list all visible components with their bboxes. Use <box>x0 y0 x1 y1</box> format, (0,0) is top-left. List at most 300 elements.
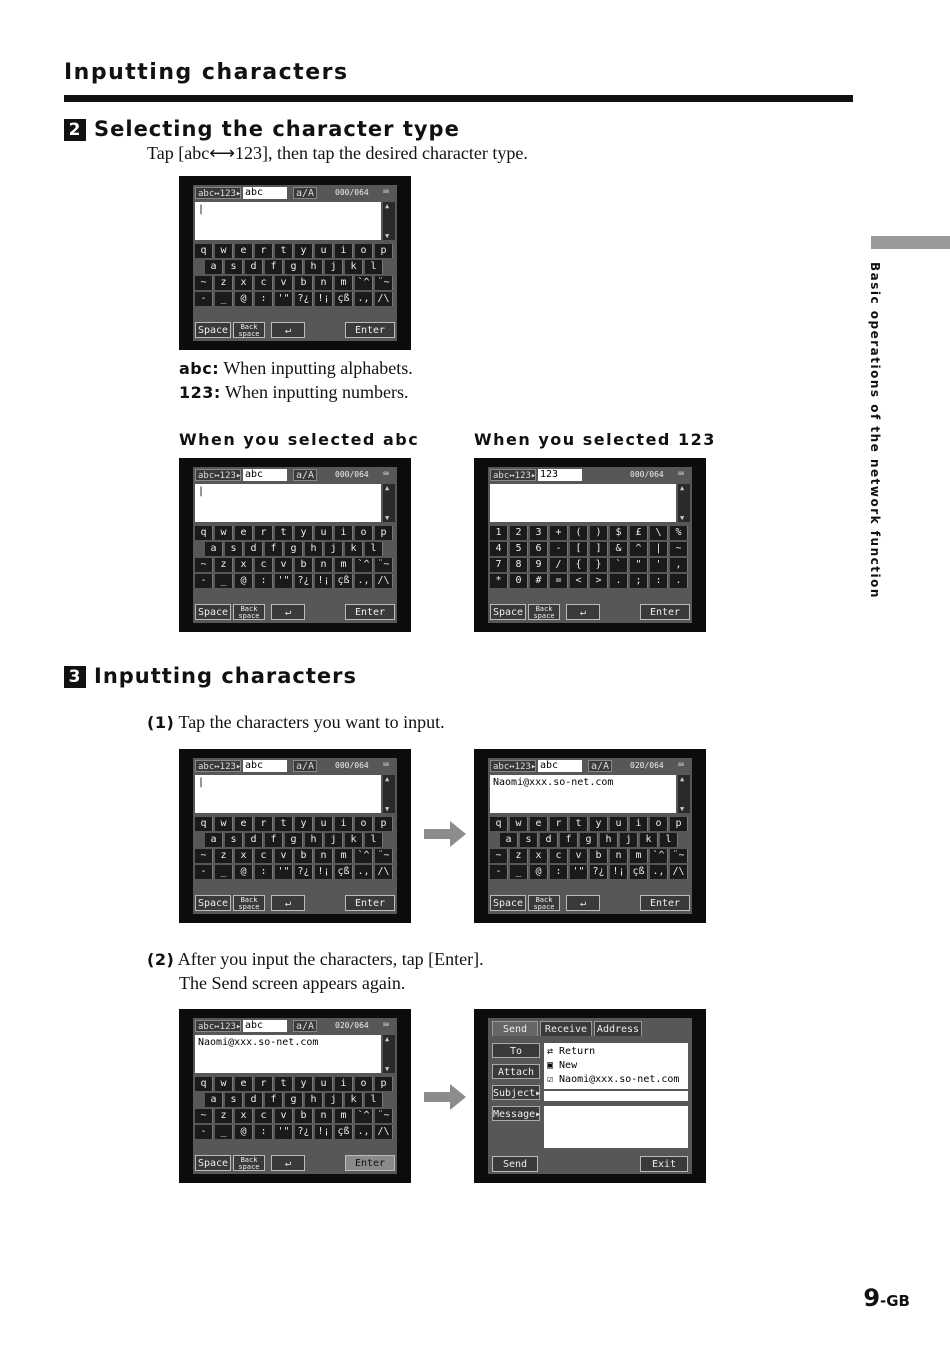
key[interactable]: w <box>215 244 233 258</box>
key[interactable]: p <box>375 817 393 831</box>
key[interactable]: q <box>195 1077 213 1091</box>
key[interactable]: m <box>335 276 353 290</box>
attach-button[interactable]: Attach <box>492 1064 540 1079</box>
return-button[interactable]: ↵ <box>271 604 305 620</box>
key[interactable]: !¡ <box>315 574 333 588</box>
subject-button[interactable]: Subject▸ <box>492 1085 540 1100</box>
key[interactable]: l <box>365 260 383 274</box>
key[interactable]: t <box>275 817 293 831</box>
key[interactable]: q <box>195 526 213 540</box>
key[interactable]: e <box>235 244 253 258</box>
text-input-area[interactable] <box>490 484 676 522</box>
key[interactable]: z <box>215 1109 233 1123</box>
subject-field[interactable] <box>544 1091 688 1101</box>
key[interactable]: , <box>670 558 688 572</box>
key[interactable]: p <box>670 817 688 831</box>
key[interactable]: o <box>355 526 373 540</box>
key[interactable]: f <box>560 833 578 847</box>
key[interactable]: u <box>315 1077 333 1091</box>
return-button[interactable]: ↵ <box>566 604 600 620</box>
character-type-switch-button[interactable]: abc↔123▸ <box>490 760 536 772</box>
key[interactable]: !¡ <box>315 292 333 306</box>
key[interactable]: d <box>245 260 263 274</box>
key[interactable]: 0 <box>510 574 528 588</box>
key[interactable]: p <box>375 526 393 540</box>
key[interactable]: ^ <box>630 542 648 556</box>
key[interactable]: < <box>570 574 588 588</box>
key[interactable]: " <box>630 558 648 572</box>
key[interactable]: £ <box>630 526 648 540</box>
key[interactable]: m <box>335 558 353 572</box>
text-input-area[interactable]: | <box>195 775 381 813</box>
space-button[interactable]: Space <box>195 895 231 911</box>
key[interactable]: v <box>275 849 293 863</box>
enter-button[interactable]: Enter <box>345 322 395 338</box>
key[interactable]: _ <box>215 574 233 588</box>
key[interactable]: e <box>235 1077 253 1091</box>
key[interactable]: f <box>265 833 283 847</box>
key[interactable]: l <box>660 833 678 847</box>
key[interactable]: c <box>255 849 273 863</box>
key[interactable]: - <box>195 865 213 879</box>
send-button[interactable]: Send <box>492 1156 538 1172</box>
key[interactable]: : <box>650 574 668 588</box>
key[interactable]: b <box>295 558 313 572</box>
key[interactable]: k <box>345 260 363 274</box>
key[interactable]: l <box>365 833 383 847</box>
key[interactable]: ~ <box>195 276 213 290</box>
key[interactable]: p <box>375 244 393 258</box>
key[interactable]: çß <box>335 1125 353 1139</box>
key[interactable]: ~ <box>195 1109 213 1123</box>
key[interactable]: '" <box>275 865 293 879</box>
to-button[interactable]: To <box>492 1043 540 1058</box>
key[interactable]: : <box>255 865 273 879</box>
key[interactable]: k <box>345 1093 363 1107</box>
key[interactable]: ¨~ <box>375 276 393 290</box>
key[interactable]: çß <box>335 292 353 306</box>
key[interactable]: u <box>315 817 333 831</box>
key[interactable]: w <box>215 526 233 540</box>
key[interactable]: v <box>275 276 293 290</box>
key[interactable]: çß <box>335 865 353 879</box>
key[interactable]: f <box>265 260 283 274</box>
key[interactable]: 7 <box>490 558 508 572</box>
key[interactable]: % <box>670 526 688 540</box>
key[interactable]: j <box>325 542 343 556</box>
case-toggle-button[interactable]: a/A <box>293 760 317 772</box>
key[interactable]: 3 <box>530 526 548 540</box>
key[interactable]: ?¿ <box>295 1125 313 1139</box>
key[interactable]: f <box>265 1093 283 1107</box>
key[interactable]: k <box>345 833 363 847</box>
key[interactable]: ¨~ <box>670 849 688 863</box>
space-button[interactable]: Space <box>195 322 231 338</box>
key[interactable]: f <box>265 542 283 556</box>
key[interactable]: !¡ <box>315 1125 333 1139</box>
key[interactable]: '" <box>275 292 293 306</box>
character-type-switch-button[interactable]: abc↔123▸ <box>195 187 241 199</box>
character-type-switch-button[interactable]: abc↔123▸ <box>490 469 536 481</box>
key[interactable]: q <box>195 817 213 831</box>
backspace-button[interactable]: Back space <box>528 604 560 620</box>
tab-send[interactable]: Send <box>492 1021 538 1036</box>
key[interactable]: s <box>225 542 243 556</box>
key[interactable]: _ <box>215 865 233 879</box>
key[interactable]: x <box>235 1109 253 1123</box>
key[interactable]: @ <box>235 574 253 588</box>
to-option-address[interactable]: ☑ Naomi@xxx.so-net.com <box>547 1074 680 1085</box>
key[interactable]: y <box>295 526 313 540</box>
key[interactable]: g <box>285 260 303 274</box>
key[interactable]: '" <box>275 1125 293 1139</box>
key[interactable]: b <box>295 1109 313 1123</box>
key[interactable]: + <box>550 526 568 540</box>
key[interactable]: - <box>195 292 213 306</box>
key[interactable]: ; <box>630 574 648 588</box>
character-type-switch-button[interactable]: abc↔123▸ <box>195 1020 241 1032</box>
key[interactable]: $ <box>610 526 628 540</box>
key[interactable]: ., <box>355 292 373 306</box>
key[interactable]: o <box>355 244 373 258</box>
key[interactable]: `^ <box>355 1109 373 1123</box>
key[interactable]: g <box>285 542 303 556</box>
case-toggle-button[interactable]: a/A <box>293 187 317 199</box>
scroll-bar[interactable] <box>383 775 395 813</box>
text-input-area[interactable]: | <box>195 484 381 522</box>
keyboard-icon[interactable]: ⌨ <box>382 469 390 480</box>
key[interactable]: h <box>600 833 618 847</box>
keyboard-icon[interactable]: ⌨ <box>382 187 390 198</box>
key[interactable]: / <box>550 558 568 572</box>
key[interactable]: v <box>275 558 293 572</box>
key[interactable]: d <box>540 833 558 847</box>
key[interactable]: k <box>345 542 363 556</box>
key[interactable]: j <box>620 833 638 847</box>
scroll-bar[interactable] <box>383 1035 395 1073</box>
tab-receive[interactable]: Receive <box>540 1021 592 1036</box>
key[interactable]: u <box>610 817 628 831</box>
key[interactable]: i <box>335 1077 353 1091</box>
key[interactable]: /\ <box>375 1125 393 1139</box>
key[interactable]: çß <box>335 574 353 588</box>
key[interactable]: = <box>550 574 568 588</box>
message-field[interactable] <box>544 1106 688 1148</box>
key[interactable]: /\ <box>670 865 688 879</box>
key[interactable]: [ <box>570 542 588 556</box>
key[interactable]: a <box>205 1093 223 1107</box>
key[interactable]: c <box>255 276 273 290</box>
backspace-button[interactable]: Back space <box>233 604 265 620</box>
key[interactable]: m <box>335 1109 353 1123</box>
key[interactable]: : <box>255 574 273 588</box>
text-input-area[interactable]: Naomi@xxx.so-net.com <box>490 775 676 813</box>
case-toggle-button[interactable]: a/A <box>588 760 612 772</box>
key[interactable]: - <box>490 865 508 879</box>
key[interactable]: \ <box>650 526 668 540</box>
key[interactable]: x <box>235 276 253 290</box>
key[interactable]: . <box>610 574 628 588</box>
key[interactable]: çß <box>630 865 648 879</box>
key[interactable]: /\ <box>375 292 393 306</box>
key[interactable]: 5 <box>510 542 528 556</box>
key[interactable]: d <box>245 833 263 847</box>
character-type-switch-button[interactable]: abc↔123▸ <box>195 469 241 481</box>
key[interactable]: `^ <box>355 849 373 863</box>
key[interactable]: 2 <box>510 526 528 540</box>
key[interactable]: w <box>510 817 528 831</box>
backspace-button[interactable]: Back space <box>528 895 560 911</box>
key[interactable]: 4 <box>490 542 508 556</box>
key[interactable]: ?¿ <box>295 292 313 306</box>
backspace-button[interactable]: Back space <box>233 322 265 338</box>
key[interactable]: ( <box>570 526 588 540</box>
key[interactable]: r <box>255 244 273 258</box>
key[interactable]: i <box>335 526 353 540</box>
key[interactable]: s <box>520 833 538 847</box>
key[interactable]: ., <box>355 865 373 879</box>
key[interactable]: t <box>275 1077 293 1091</box>
key[interactable]: !¡ <box>315 865 333 879</box>
key[interactable]: u <box>315 244 333 258</box>
key[interactable]: ¨~ <box>375 558 393 572</box>
key[interactable]: - <box>195 574 213 588</box>
key[interactable]: o <box>355 817 373 831</box>
key[interactable]: ?¿ <box>295 865 313 879</box>
key[interactable]: ., <box>650 865 668 879</box>
key[interactable]: t <box>275 526 293 540</box>
key[interactable]: z <box>510 849 528 863</box>
key[interactable]: t <box>275 244 293 258</box>
key[interactable]: j <box>325 1093 343 1107</box>
key[interactable]: 9 <box>530 558 548 572</box>
key[interactable]: d <box>245 1093 263 1107</box>
key[interactable]: g <box>285 833 303 847</box>
key[interactable]: - <box>195 1125 213 1139</box>
key[interactable]: w <box>215 817 233 831</box>
key[interactable]: c <box>550 849 568 863</box>
keyboard-icon[interactable]: ⌨ <box>677 469 685 480</box>
key[interactable]: r <box>255 526 273 540</box>
enter-button[interactable]: Enter <box>640 895 690 911</box>
case-toggle-button[interactable]: a/A <box>293 469 317 481</box>
key[interactable]: 6 <box>530 542 548 556</box>
scroll-bar[interactable] <box>383 484 395 522</box>
key[interactable]: # <box>530 574 548 588</box>
key[interactable]: n <box>610 849 628 863</box>
key[interactable]: h <box>305 542 323 556</box>
key[interactable]: c <box>255 558 273 572</box>
key[interactable]: t <box>570 817 588 831</box>
key[interactable]: z <box>215 558 233 572</box>
key[interactable]: ) <box>590 526 608 540</box>
key[interactable]: > <box>590 574 608 588</box>
key[interactable]: * <box>490 574 508 588</box>
key[interactable]: u <box>315 526 333 540</box>
key[interactable]: { <box>570 558 588 572</box>
key[interactable]: ` <box>610 558 628 572</box>
key[interactable]: _ <box>215 292 233 306</box>
key[interactable]: q <box>490 817 508 831</box>
key[interactable]: v <box>570 849 588 863</box>
key[interactable]: @ <box>235 1125 253 1139</box>
space-button[interactable]: Space <box>195 604 231 620</box>
key[interactable]: y <box>590 817 608 831</box>
key[interactable]: : <box>255 292 273 306</box>
enter-button[interactable]: Enter <box>345 1155 395 1171</box>
key[interactable]: r <box>550 817 568 831</box>
key[interactable]: ?¿ <box>590 865 608 879</box>
key[interactable]: m <box>335 849 353 863</box>
key[interactable]: r <box>255 1077 273 1091</box>
key[interactable]: 1 <box>490 526 508 540</box>
space-button[interactable]: Space <box>490 604 526 620</box>
scroll-bar[interactable] <box>383 202 395 240</box>
space-button[interactable]: Space <box>195 1155 231 1171</box>
key[interactable]: @ <box>235 292 253 306</box>
key[interactable]: i <box>630 817 648 831</box>
key[interactable]: `^ <box>650 849 668 863</box>
enter-button[interactable]: Enter <box>345 895 395 911</box>
text-input-area[interactable]: Naomi@xxx.so-net.com <box>195 1035 381 1073</box>
key[interactable]: j <box>325 260 343 274</box>
key[interactable]: o <box>650 817 668 831</box>
key[interactable]: ~ <box>195 849 213 863</box>
case-toggle-button[interactable]: a/A <box>293 1020 317 1032</box>
key[interactable]: i <box>335 244 353 258</box>
key[interactable]: y <box>295 244 313 258</box>
to-option-new[interactable]: ▣ New <box>547 1060 578 1071</box>
key[interactable]: y <box>295 1077 313 1091</box>
key[interactable]: b <box>295 276 313 290</box>
character-type-switch-button[interactable]: abc↔123▸ <box>195 760 241 772</box>
key[interactable]: : <box>550 865 568 879</box>
key[interactable]: '" <box>570 865 588 879</box>
key[interactable]: ~ <box>670 542 688 556</box>
key[interactable]: s <box>225 260 243 274</box>
enter-button[interactable]: Enter <box>345 604 395 620</box>
backspace-button[interactable]: Back space <box>233 1155 265 1171</box>
key[interactable]: ~ <box>195 558 213 572</box>
key[interactable]: n <box>315 276 333 290</box>
key[interactable]: } <box>590 558 608 572</box>
key[interactable]: '" <box>275 574 293 588</box>
message-button[interactable]: Message▸ <box>492 1106 540 1121</box>
keyboard-icon[interactable]: ⌨ <box>382 760 390 771</box>
key[interactable]: @ <box>530 865 548 879</box>
key[interactable]: n <box>315 849 333 863</box>
key[interactable]: . <box>670 574 688 588</box>
key[interactable]: x <box>530 849 548 863</box>
key[interactable]: n <box>315 1109 333 1123</box>
key[interactable]: /\ <box>375 574 393 588</box>
key[interactable]: 8 <box>510 558 528 572</box>
key[interactable]: e <box>530 817 548 831</box>
key[interactable]: @ <box>235 865 253 879</box>
tab-address[interactable]: Address <box>594 1021 642 1036</box>
key[interactable]: a <box>205 542 223 556</box>
key[interactable]: a <box>205 833 223 847</box>
key[interactable]: x <box>235 849 253 863</box>
key[interactable]: `^ <box>355 558 373 572</box>
key[interactable]: s <box>225 833 243 847</box>
key[interactable]: ¨~ <box>375 1109 393 1123</box>
key[interactable]: x <box>235 558 253 572</box>
key[interactable]: z <box>215 276 233 290</box>
key[interactable]: _ <box>215 1125 233 1139</box>
key[interactable]: m <box>630 849 648 863</box>
key[interactable]: ' <box>650 558 668 572</box>
key[interactable]: - <box>550 542 568 556</box>
scroll-bar[interactable] <box>678 775 690 813</box>
key[interactable]: a <box>500 833 518 847</box>
return-button[interactable]: ↵ <box>271 322 305 338</box>
key[interactable]: b <box>590 849 608 863</box>
key[interactable]: h <box>305 260 323 274</box>
key[interactable]: l <box>365 1093 383 1107</box>
space-button[interactable]: Space <box>490 895 526 911</box>
key[interactable]: j <box>325 833 343 847</box>
key[interactable]: s <box>225 1093 243 1107</box>
key[interactable]: ?¿ <box>295 574 313 588</box>
key[interactable]: | <box>650 542 668 556</box>
key[interactable]: l <box>365 542 383 556</box>
key[interactable]: k <box>640 833 658 847</box>
return-button[interactable]: ↵ <box>271 895 305 911</box>
key[interactable]: q <box>195 244 213 258</box>
keyboard-icon[interactable]: ⌨ <box>677 760 685 771</box>
key[interactable]: ., <box>355 1125 373 1139</box>
key[interactable]: a <box>205 260 223 274</box>
return-button[interactable]: ↵ <box>566 895 600 911</box>
key[interactable]: w <box>215 1077 233 1091</box>
key[interactable]: p <box>375 1077 393 1091</box>
key[interactable]: o <box>355 1077 373 1091</box>
scroll-bar[interactable] <box>678 484 690 522</box>
key[interactable]: ¨~ <box>375 849 393 863</box>
key[interactable]: `^ <box>355 276 373 290</box>
key[interactable]: ] <box>590 542 608 556</box>
key[interactable]: v <box>275 1109 293 1123</box>
key[interactable]: d <box>245 542 263 556</box>
key[interactable]: /\ <box>375 865 393 879</box>
key[interactable]: h <box>305 1093 323 1107</box>
key[interactable]: : <box>255 1125 273 1139</box>
return-button[interactable]: ↵ <box>271 1155 305 1171</box>
key[interactable]: g <box>285 1093 303 1107</box>
key[interactable]: _ <box>510 865 528 879</box>
keyboard-icon[interactable]: ⌨ <box>382 1020 390 1031</box>
key[interactable]: !¡ <box>610 865 628 879</box>
key[interactable]: b <box>295 849 313 863</box>
exit-button[interactable]: Exit <box>640 1156 688 1172</box>
key[interactable]: & <box>610 542 628 556</box>
key[interactable]: n <box>315 558 333 572</box>
key[interactable]: ~ <box>490 849 508 863</box>
to-option-return[interactable]: ⇄ Return <box>547 1046 596 1057</box>
text-input-area[interactable]: | <box>195 202 381 240</box>
key[interactable]: e <box>235 817 253 831</box>
key[interactable]: c <box>255 1109 273 1123</box>
key[interactable]: e <box>235 526 253 540</box>
key[interactable]: ., <box>355 574 373 588</box>
key[interactable]: z <box>215 849 233 863</box>
backspace-button[interactable]: Back space <box>233 895 265 911</box>
key[interactable]: y <box>295 817 313 831</box>
key[interactable]: i <box>335 817 353 831</box>
enter-button[interactable]: Enter <box>640 604 690 620</box>
key[interactable]: h <box>305 833 323 847</box>
